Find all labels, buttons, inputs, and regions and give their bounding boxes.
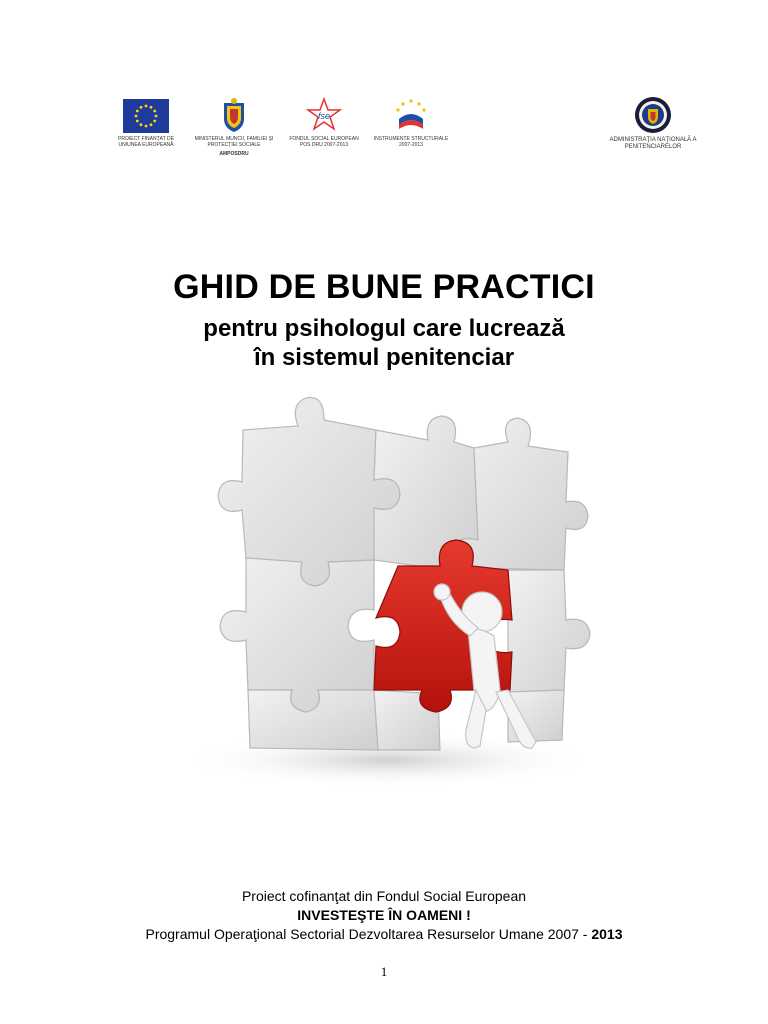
eu-logo xyxy=(110,99,182,148)
page-number: 1 xyxy=(380,964,388,979)
logo-header xyxy=(0,0,768,180)
anp-seal-icon xyxy=(634,96,672,134)
instruments-logo xyxy=(372,97,450,148)
subtitle-line-1: pentru psihologul care lucrează xyxy=(203,315,565,342)
fse-caption: FONDUL SOCIAL EUROPEAN POS DRU 2007-2013 xyxy=(289,136,359,148)
footer-year: 2013 xyxy=(591,926,623,942)
puzzle-figure-illustration xyxy=(178,390,598,790)
eu-caption: PROIECT FINANŢAT DE UNIUNEA EUROPEANĂ xyxy=(118,136,174,148)
ministry-logo xyxy=(194,97,274,157)
anp-logo xyxy=(598,96,708,151)
fse-logo xyxy=(284,97,364,148)
subtitle-line-2: în sistemul penitenciar xyxy=(253,344,515,371)
instruments-caption: INSTRUMENTE STRUCTURALE 2007-2013 xyxy=(373,136,449,148)
romania-coat-of-arms-icon xyxy=(221,97,247,133)
instrumente-structurale-icon xyxy=(393,97,429,133)
footer-program: Programul Operaţional Sectorial Dezvoltarea Resurselor Umane 2007 - xyxy=(145,926,592,942)
footer-line-3 xyxy=(0,925,768,944)
footer xyxy=(0,887,768,944)
ministry-caption: MINISTERUL MUNCII, FAMILIEI ŞI PROTECŢIEI SOCIALE xyxy=(194,136,274,148)
svg-text:fse: fse xyxy=(317,111,331,121)
ministry-caption-2: AMPOSDRU xyxy=(219,151,249,157)
document-subtitle xyxy=(0,314,768,372)
footer-line-1: Proiect cofinanţat din Fondul Social European xyxy=(241,888,527,904)
anp-caption: ADMINISTRAŢIA NAŢIONALĂ A PENITENCIARELOR xyxy=(609,137,697,150)
fse-star-logo-icon xyxy=(306,97,342,133)
footer-slogan: INVESTEŞTE ÎN OAMENI ! xyxy=(297,907,471,923)
eu-flag-icon xyxy=(123,99,169,133)
document-title: GHID DE BUNE PRACTICI xyxy=(173,268,595,306)
